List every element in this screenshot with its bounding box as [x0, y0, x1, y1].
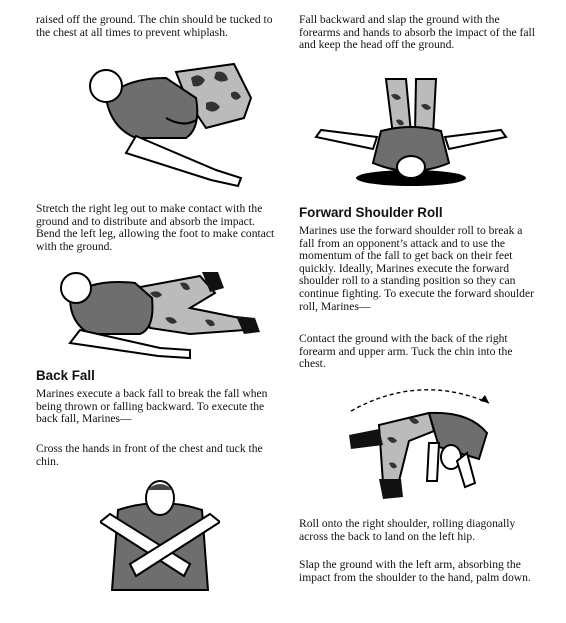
side-fall-figure-1 — [66, 58, 266, 193]
back-fall-intro-text: Marines execute a back fall to break the fall when being thrown or falling backward. To execute the back fall, Marines— — [36, 387, 268, 426]
forward-roll-step2-text: Roll onto the right shoulder, rolling diagonally across the back to land on the left hip. — [299, 517, 516, 543]
side-fall-text: raised off the ground. The chin should be tucked to the chest at all times to prevent whiplash. — [36, 13, 273, 39]
forward-roll-intro-text: Marines use the forward shoulder roll to break a fall from an opponent’s attack and to use the momentum of the fall to get back on their feet quickly. Ideally, Marines execute the forward shoulder roll to a standing position so they can continue fighting. To execute the forward shoulder roll, Marines— — [299, 224, 534, 313]
forward-roll-step1-text: Contact the ground with the back of the right forearm and upper arm. Tuck the chin into the chest. — [299, 332, 513, 371]
cross-arms-figure — [100, 478, 220, 596]
back-fall-heading: Back Fall — [36, 368, 95, 383]
back-fall-step1-text: Cross the hands in front of the chest and tuck the chin. — [36, 442, 263, 468]
back-fall-slap-text: Fall backward and slap the ground with the forearms and hands to absorb the impact of the fall and keep the head off the ground. — [299, 13, 535, 52]
stretch-leg-text: Stretch the right leg out to make contact with the ground and to distribute and absorb the impact. Bend the left leg, allowing the foot to make contact with the ground. — [36, 202, 275, 253]
forward-roll-step3-text: Slap the ground with the left arm, absorbing the impact from the shoulder to the hand, palm down. — [299, 558, 531, 584]
forward-roll-figure — [339, 383, 499, 505]
back-fall-slap-figure — [311, 75, 511, 195]
forward-roll-heading: Forward Shoulder Roll — [299, 205, 443, 220]
side-fall-figure-2 — [40, 268, 265, 360]
